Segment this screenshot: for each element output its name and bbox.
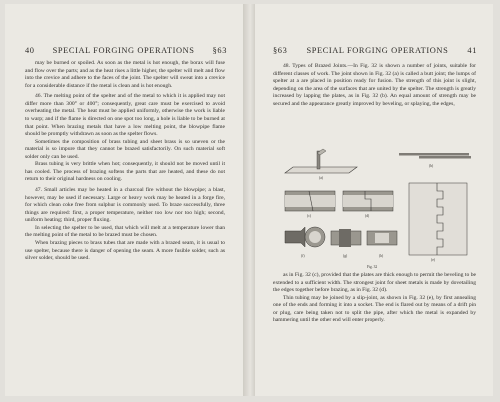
figure-32-illustration [279,147,479,271]
fig-label: (b) [429,164,434,168]
fig-part-g [331,229,361,258]
page-number: 40 [25,46,35,55]
fig-label: (g) [343,254,348,258]
brazed-joints-figure [279,147,479,271]
paragraph: 47. Small articles may be heated in a charcoal fire without the blowpipe; a blast, however, may be used if necessary. Large or heavy work may be heated in a forge fire, for which clean coke free from sulphur is commonly used. To braze successfully, three things are required: first, a proper temperature, neither too low nor too high; second, uniform heating; third, proper fluxing. [25,187,225,224]
fig-label: (e) [431,258,435,262]
paragraph: Thin tubing may be joined by a slip-joint, as shown in Fig. 32 (e), by first annealing one of the ends and forming it into a socket. The end is flared out by means of a drift pin or plug, care being taken not to split the pipe, after which the metal is expanded by hammering until the other end will enter properly. [273,294,476,324]
paragraph: When brazing pieces to brass tubes that are made with a brazed seam, it is usual to use spelter, because there is danger of opening the seam. A more fusible solder, such as silver solder, should be used. [25,239,225,262]
paragraph: 46. The melting point of the spelter and of the metal to which it is applied may not differ more than 300° or 400°; consequently, great care must be exercised to avoid overheating the metal. The heat must be applied uniformly, otherwise the work is liable to warp; and if the flame is directed on one spot too long, a hole is liable to be burned at that point. When brazing metals that have a low melting point, the blowpipe flame should be promptly withdrawn as soon as the spelter flows. [25,93,225,138]
running-title: SPECIAL FORGING OPERATIONS [52,46,195,55]
figure-caption: Fig. 32 [367,265,378,269]
fig-part-c [285,191,335,218]
book-gutter [243,4,255,396]
left-page [5,4,243,396]
left-running-head [25,46,227,55]
right-running-head [273,46,477,55]
paragraph: may be burned or spoiled. As soon as the metal is hot enough, the borax will fuse and flow over the parts; and as the heat rises a little higher, the spelter will melt and flow into the crevice and adhere to the faces of the joint. The spelter will sweat into a crevice for a considerable distance if the metal is clean and is hot enough. [25,60,225,89]
right-body-text-lower [273,272,476,325]
fig-part-b [399,153,471,168]
paragraph: Sometimes the composition of brass tubing and sheet brass is so uneven or the material is so impure that they cannot be brazed satisfactorily. On such material soft solder only can be used. [25,138,225,160]
fig-label: (h) [379,254,384,258]
fig-part-h [367,231,397,258]
section-ref: §63 [212,46,227,55]
section-ref: §63 [273,46,288,55]
paragraph: In selecting the spelter to be used, that which will melt at a temperature lower than the melting point of the metal to be brazed must be chosen. [25,224,225,239]
fig-label: (d) [365,214,370,218]
page-number: 41 [467,46,477,55]
right-page [255,4,493,396]
fig-label: (f) [301,254,305,258]
left-body-text [25,60,225,263]
fig-part-e [409,183,467,262]
right-body-text-upper [273,60,476,108]
fig-part-f [285,227,325,258]
fig-part-a [285,149,357,180]
paragraph: Brass tubing is very brittle when hot; consequently, it should not be moved until it has cooled. The process of brazing softens the parts that are heated, and these do not return to their original hardness on cooling. [25,161,225,183]
paragraph: as in Fig. 32 (c), provided that the plates are thick enough to permit the beveling to be extended to a sufficient width. The strongest joint for sheet metals is made by dovetailing the edges together before brazing, as in Fig. 32 (d). [273,272,476,294]
fig-label: (c) [307,214,311,218]
fig-part-d [343,191,393,218]
running-title: SPECIAL FORGING OPERATIONS [306,46,449,55]
fig-label: (a) [319,176,323,180]
paragraph: 48. Types of Brazed Joints.—In Fig. 32 is shown a number of joints, suitable for different classes of work. The joint shown in Fig. 32 (a) is called a butt joint; the lumps of spelter at a are placed in position ready for fusion. The strength of this joint is slight, depending on the area of the surfaces that are united by the spelter. The strength is greatly increased by lapping the plates, as in Fig. 32 (b). An equal amount of strength may be secured and the appearance greatly improved by beveling, or splaying, the edges, [273,63,476,107]
